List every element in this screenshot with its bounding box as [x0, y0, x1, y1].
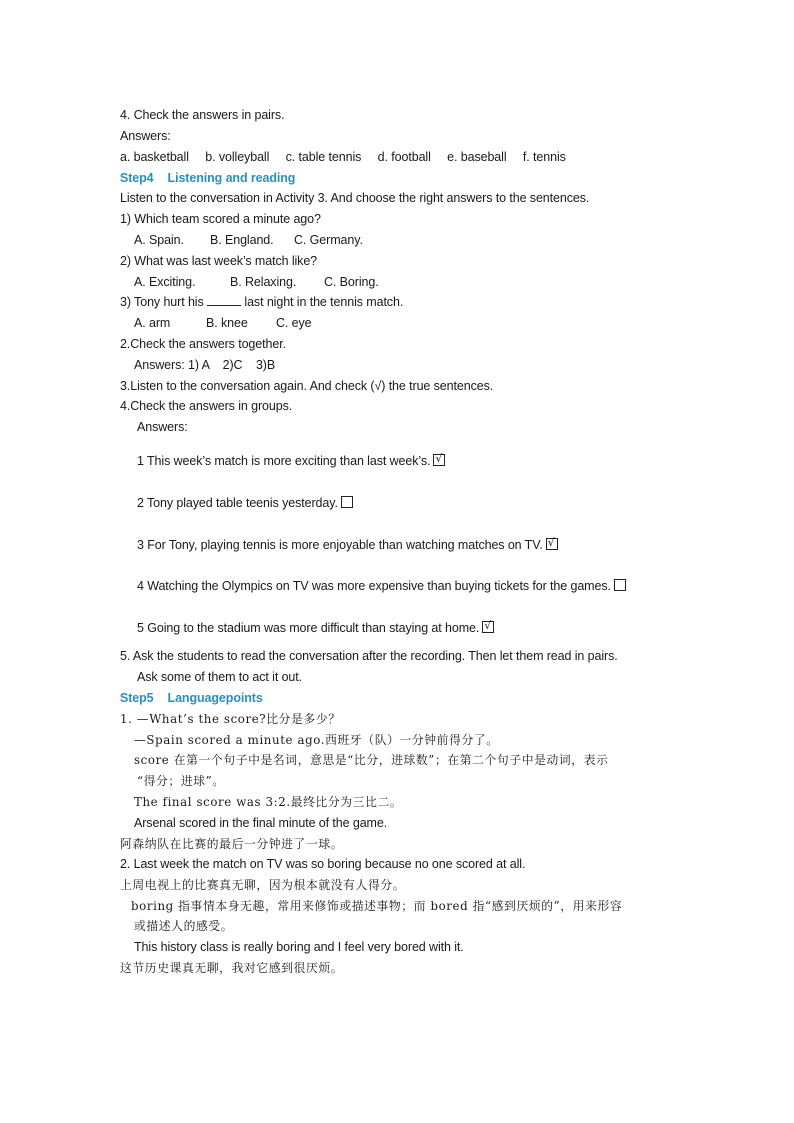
step4-heading	[120, 170, 295, 186]
point2-explanation-cont: 或描述人的感受。	[134, 919, 234, 933]
statement-5-checkbox	[482, 621, 494, 633]
answer-f: f. tennis	[522, 150, 566, 164]
point1-answer: —Spain scored a minute ago.西班牙（队）一分钟前得分了。	[134, 733, 499, 747]
answer-c: c. table tennis	[285, 150, 362, 164]
q1-option-a: A. Spain.	[134, 233, 184, 247]
check-mark-icon: √	[547, 536, 555, 549]
statement-5-text: 5 Going to the stadium was more difficult than staying at home.	[137, 621, 480, 635]
statement-3	[137, 537, 558, 553]
point1-example1: The final score was 3:2.最终比分为三比二。	[134, 795, 403, 809]
answer-b: b. volleyball	[205, 150, 270, 164]
q3-option-c: C. eye	[276, 316, 312, 330]
q2-option-b: B. Relaxing.	[230, 275, 297, 289]
statement-5	[137, 620, 494, 636]
step4-item2-answers: Answers: 1) A 2)C 3)B	[134, 358, 276, 372]
point1-question: 1. —What’s the score?比分是多少？	[120, 712, 341, 726]
statement-1-checkbox	[433, 454, 445, 466]
statement-1	[137, 453, 445, 469]
answer-a: a. basketball	[120, 150, 189, 164]
step4-item5-line1: 5. Ask the students to read the conversation after the recording. Then let them read in pairs.	[120, 649, 618, 663]
point2-explanation: boring 指事情本身无趣，常用来修饰或描述事物；而 bored 指“感到厌烦的”，用来形容	[131, 899, 623, 913]
step4-item4: 4.Check the answers in groups.	[120, 399, 293, 413]
statement-3-checkbox	[546, 538, 558, 550]
question-1: 1) Which team scored a minute ago?	[120, 212, 321, 226]
answer-e: e. baseball	[447, 150, 507, 164]
q1-option-b: B. England.	[210, 233, 274, 247]
step4-item2: 2.Check the answers together.	[120, 337, 286, 351]
answers-label: Answers:	[120, 129, 171, 143]
point2-example: This history class is really boring and I feel very bored with it.	[134, 940, 464, 954]
point1-example2: Arsenal scored in the final minute of the game.	[134, 816, 388, 830]
point1-explanation: score 在第一个句子中是名词，意思是“比分，进球数”；在第二个句子中是动词，表示	[134, 753, 609, 767]
step4-item3: 3.Listen to the conversation again. And check (√) the true sentences.	[120, 379, 494, 393]
point1-explanation-cont: “得分；进球”。	[137, 774, 225, 788]
point2-example-translation: 这节历史课真无聊，我对它感到很厌烦。	[120, 961, 344, 975]
statement-4	[137, 578, 626, 594]
statement-4-checkbox	[614, 579, 626, 591]
statement-3-text: 3 For Tony, playing tennis is more enjoyable than watching matches on TV.	[137, 538, 543, 552]
statement-2	[137, 495, 353, 511]
statement-2-checkbox	[341, 496, 353, 508]
step4-answers-label: Answers:	[137, 420, 188, 434]
step4-intro: Listen to the conversation in Activity 3. And choose the right answers to the sentences.	[120, 191, 590, 205]
question-1-options	[134, 232, 363, 248]
point2-sentence: 2. Last week the match on TV was so boring because no one scored at all.	[120, 857, 526, 871]
q3-option-b: B. knee	[206, 316, 248, 330]
check-mark-icon: √	[435, 452, 443, 465]
check-mark-icon: √	[484, 619, 492, 632]
answer-blank	[207, 295, 241, 306]
answer-d: d. football	[377, 150, 431, 164]
question-2: 2) What was last week’s match like?	[120, 254, 318, 268]
statement-1-text: 1 This week’s match is more exciting than last week’s.	[137, 454, 431, 468]
step4-title: Listening and reading	[167, 171, 296, 185]
step5-heading	[120, 690, 263, 706]
question-2-options	[134, 274, 379, 290]
q2-option-a: A. Exciting.	[134, 275, 196, 289]
question-3	[120, 294, 403, 310]
q2-option-c: C. Boring.	[324, 275, 379, 289]
q3-before: 3) Tony hurt his	[120, 295, 204, 309]
statement-2-text: 2 Tony played table teenis yesterday.	[137, 496, 338, 510]
step5-title: Languagepoints	[167, 691, 263, 705]
answers-sports-row	[120, 149, 566, 165]
question-3-options	[134, 315, 312, 331]
q3-after: last night in the tennis match.	[244, 295, 404, 309]
item4-check-pairs: 4. Check the answers in pairs.	[120, 108, 285, 122]
q3-option-a: A. arm	[134, 316, 171, 330]
q1-option-c: C. Germany.	[294, 233, 363, 247]
step4-number: Step4	[120, 171, 154, 185]
step5-number: Step5	[120, 691, 154, 705]
point1-example2-translation: 阿森纳队在比赛的最后一分钟进了一球。	[120, 837, 344, 851]
step4-item5-line2: Ask some of them to act it out.	[137, 670, 303, 684]
statement-4-text: 4 Watching the Olympics on TV was more expensive than buying tickets for the games.	[137, 579, 611, 593]
point2-translation: 上周电视上的比赛真无聊，因为根本就没有人得分。	[120, 878, 406, 892]
